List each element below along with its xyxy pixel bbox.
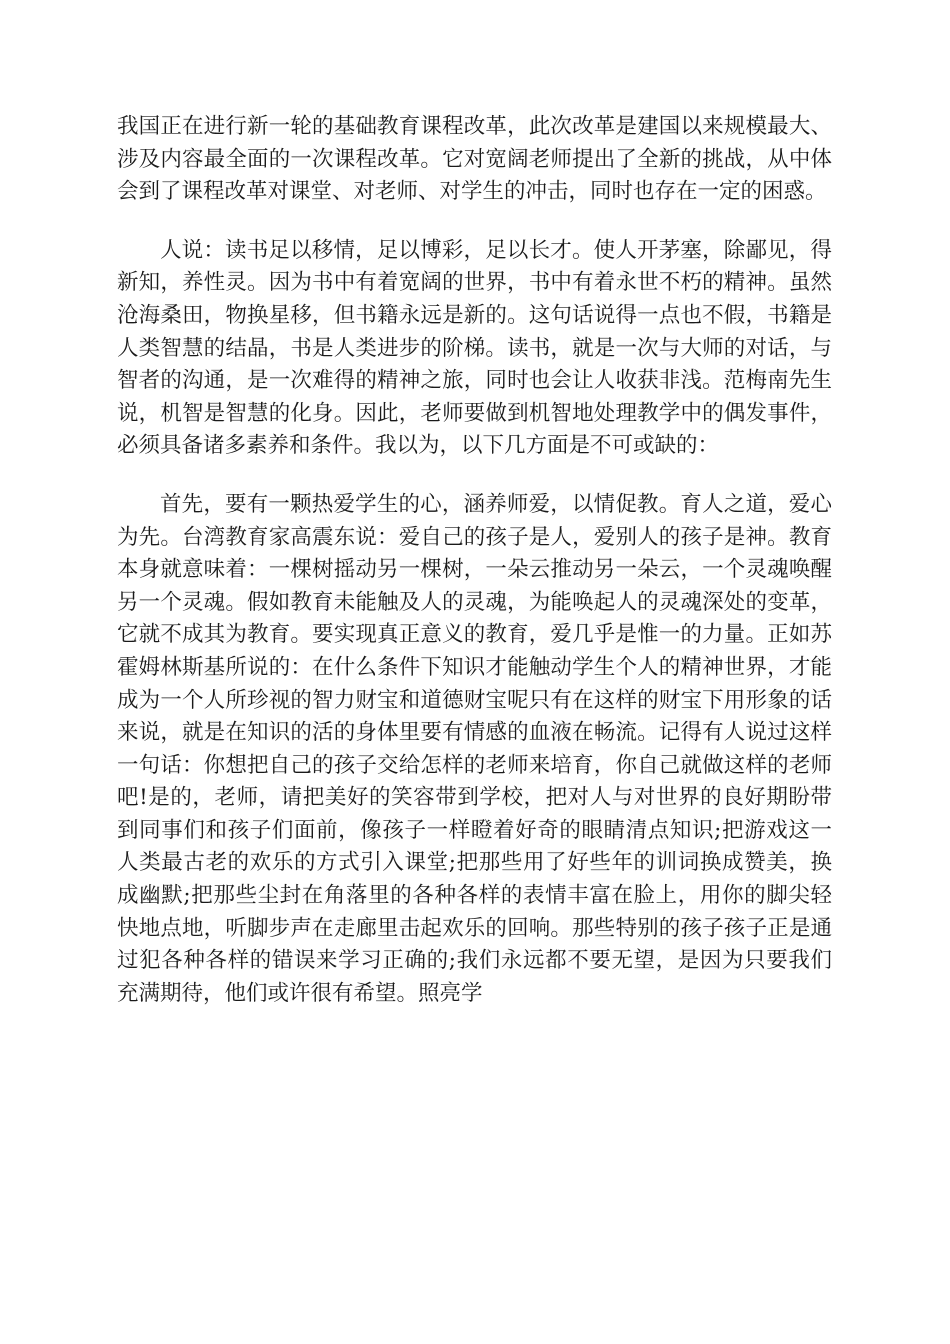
paragraph-reading: 人说：读书足以移情，足以博彩，足以长才。使人开茅塞，除鄙见，得新知，养性灵。因为书中有着宽阔的世界，书中有着永世不朽的精神。虽然沧海桑田，物换星移，但书籍永远是新的。这句话说得一点也不假，书籍是人类智慧的结晶，书是人类进步的阶梯。读书，就是一次与大师的对话，与智者的沟通，是一次难得的精神之旅，同时也会让人收获非浅。范梅南先生说，机智是智慧的化身。因此，老师要做到机智地处理教学中的偶发事件，必须具备诸多素养和条件。我以为，以下几方面是不可或缺的： bbox=[117, 237, 832, 459]
paragraph-intro: 我国正在进行新一轮的基础教育课程改革，此次改革是建国以来规模最大、涉及内容最全面的一次课程改革。它对宽阔老师提出了全新的挑战，从中体会到了课程改革对课堂、对老师、对学生的冲击，同时也存在一定的困惑。 bbox=[117, 114, 832, 205]
paragraph-love-students: 首先，要有一颗热爱学生的心，涵养师爱，以情促教。育人之道，爱心为先。台湾教育家高震东说：爱自己的孩子是人，爱别人的孩子是神。教育本身就意味着：一棵树摇动另一棵树，一朵云推动另一朵云，一个灵魂唤醒另一个灵魂。假如教育未能触及人的灵魂，为能唤起人的灵魂深处的变革，它就不成其为教育。要实现真正意义的教育，爱几乎是惟一的力量。正如苏霍姆林斯基所说的：在什么条件下知识才能触动学生个人的精神世界，才能成为一个人所珍视的智力财宝和道德财宝呢只有在这样的财宝下用形象的话来说，就是在知识的活的身体里要有情感的血液在畅流。记得有人说过这样一句话：你想把自己的孩子交给怎样的老师来培育，你自己就做这样的老师吧!是的，老师，请把美好的笑容带到学校，把对人与对世界的良好期盼带到同事们和孩子们面前，像孩子一样瞪着好奇的眼睛清点知识;把游戏这一人类最古老的欢乐的方式引入课堂;把那些用了好些年的训词换成赞美，换成幽默;把那些尘封在角落里的各种各样的表情丰富在脸上，用你的脚尖轻快地点地，听脚步声在走廊里击起欢乐的回响。那些特别的孩子孩子正是通过犯各种各样的错误来学习正确的;我们永远都不要无望，是因为只要我们充满期待，他们或许很有希望。照亮学 bbox=[117, 491, 832, 1006]
document-body bbox=[117, 111, 832, 1036]
